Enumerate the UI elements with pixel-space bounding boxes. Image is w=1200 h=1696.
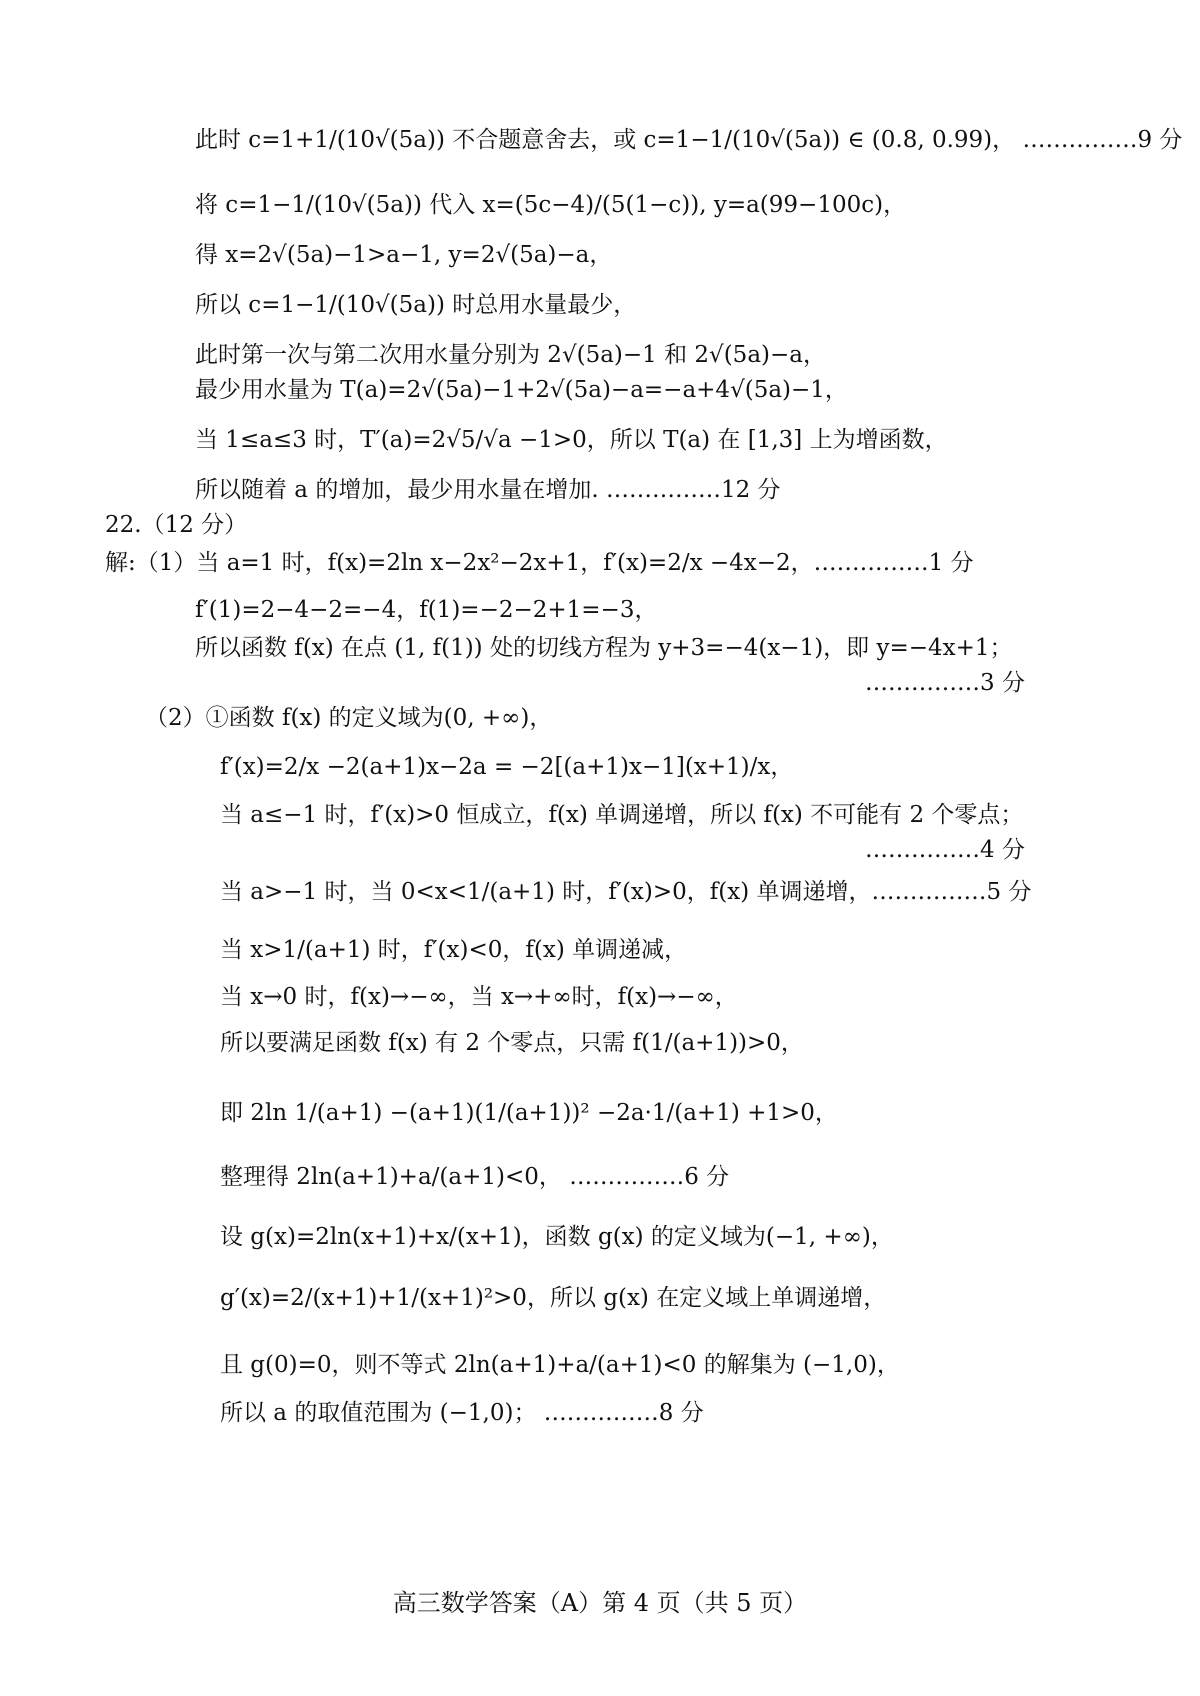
text-line: 当 x>1/(a+1) 时，f′(x)<0，f(x) 单调递减，: [220, 937, 688, 963]
text-line: 将 c=1−1/(10√(5a)) 代入 x=(5c−4)/(5(1−c)), y=a(99−100c)，: [195, 192, 907, 218]
text-line: 所以要满足函数 f(x) 有 2 个零点，只需 f(1/(a+1))>0，: [220, 1030, 804, 1056]
text-line: 即 2ln 1/(a+1) −(a+1)(1/(a+1))² −2a·1/(a+1) +1>0，: [220, 1100, 838, 1126]
score-mark: ……………3 分: [865, 670, 1025, 696]
text-line: 得 x=2√(5a)−1>a−1, y=2√(5a)−a，: [195, 242, 613, 268]
text-line: 所以 a 的取值范围为 (−1,0)； ……………8 分: [220, 1400, 704, 1426]
question-number: 22.（12 分）: [105, 512, 248, 538]
text-line: 所以函数 f(x) 在点 (1, f(1)) 处的切线方程为 y+3=−4(x−1)，即 y=−4x+1；: [195, 635, 1013, 661]
text-line: 此时第一次与第二次用水量分别为 2√(5a)−1 和 2√(5a)−a，: [195, 342, 826, 368]
text-line: 设 g(x)=2ln(x+1)+x/(x+1)，函数 g(x) 的定义域为(−1, +∞)，: [220, 1224, 894, 1250]
text-line: 此时 c=1+1/(10√(5a)) 不合题意舍去，或 c=1−1/(10√(5a)) ∈ (0.8, 0.99)， ……………9 分: [195, 127, 1183, 153]
text-line: 最少用水量为 T(a)=2√(5a)−1+2√(5a)−a=−a+4√(5a)−1，: [195, 377, 848, 403]
text-line: f′(1)=2−4−2=−4，f(1)=−2−2+1=−3，: [195, 597, 658, 623]
text-line: 当 1≤a≤3 时，T′(a)=2√5/√a −1>0，所以 T(a) 在 [1,3] 上为增函数，: [195, 427, 948, 453]
text-line: 当 x→0 时，f(x)→−∞，当 x→+∞时，f(x)→−∞，: [220, 984, 738, 1010]
text-line: 且 g(0)=0，则不等式 2ln(a+1)+a/(a+1)<0 的解集为 (−1,0)，: [220, 1352, 900, 1378]
text-line: 当 a>−1 时，当 0<x<1/(a+1) 时，f′(x)>0，f(x) 单调递增，……………5 分: [220, 879, 1032, 905]
text-line: 整理得 2ln(a+1)+a/(a+1)<0， ……………6 分: [220, 1164, 730, 1190]
text-line: 所以随着 a 的增加，最少用水量在增加. ……………12 分: [195, 477, 781, 503]
text-line: g′(x)=2/(x+1)+1/(x+1)²>0，所以 g(x) 在定义域上单调递增，: [220, 1285, 887, 1311]
text-line: 所以 c=1−1/(10√(5a)) 时总用水量最少，: [195, 292, 637, 318]
text-line: 当 a≤−1 时，f′(x)>0 恒成立，f(x) 单调递增，所以 f(x) 不可能有 2 个零点；: [220, 802, 1024, 828]
text-line: （2）①函数 f(x) 的定义域为(0, +∞)，: [145, 705, 553, 731]
text-line: 解:（1）当 a=1 时，f(x)=2ln x−2x²−2x+1，f′(x)=2/x −4x−2，……………1 分: [105, 550, 974, 576]
score-mark: ……………4 分: [865, 837, 1025, 863]
page-footer: 高三数学答案（A）第 4 页（共 5 页）: [392, 1589, 808, 1617]
text-line: f′(x)=2/x −2(a+1)x−2a = −2[(a+1)x−1](x+1)/x，: [220, 754, 794, 780]
